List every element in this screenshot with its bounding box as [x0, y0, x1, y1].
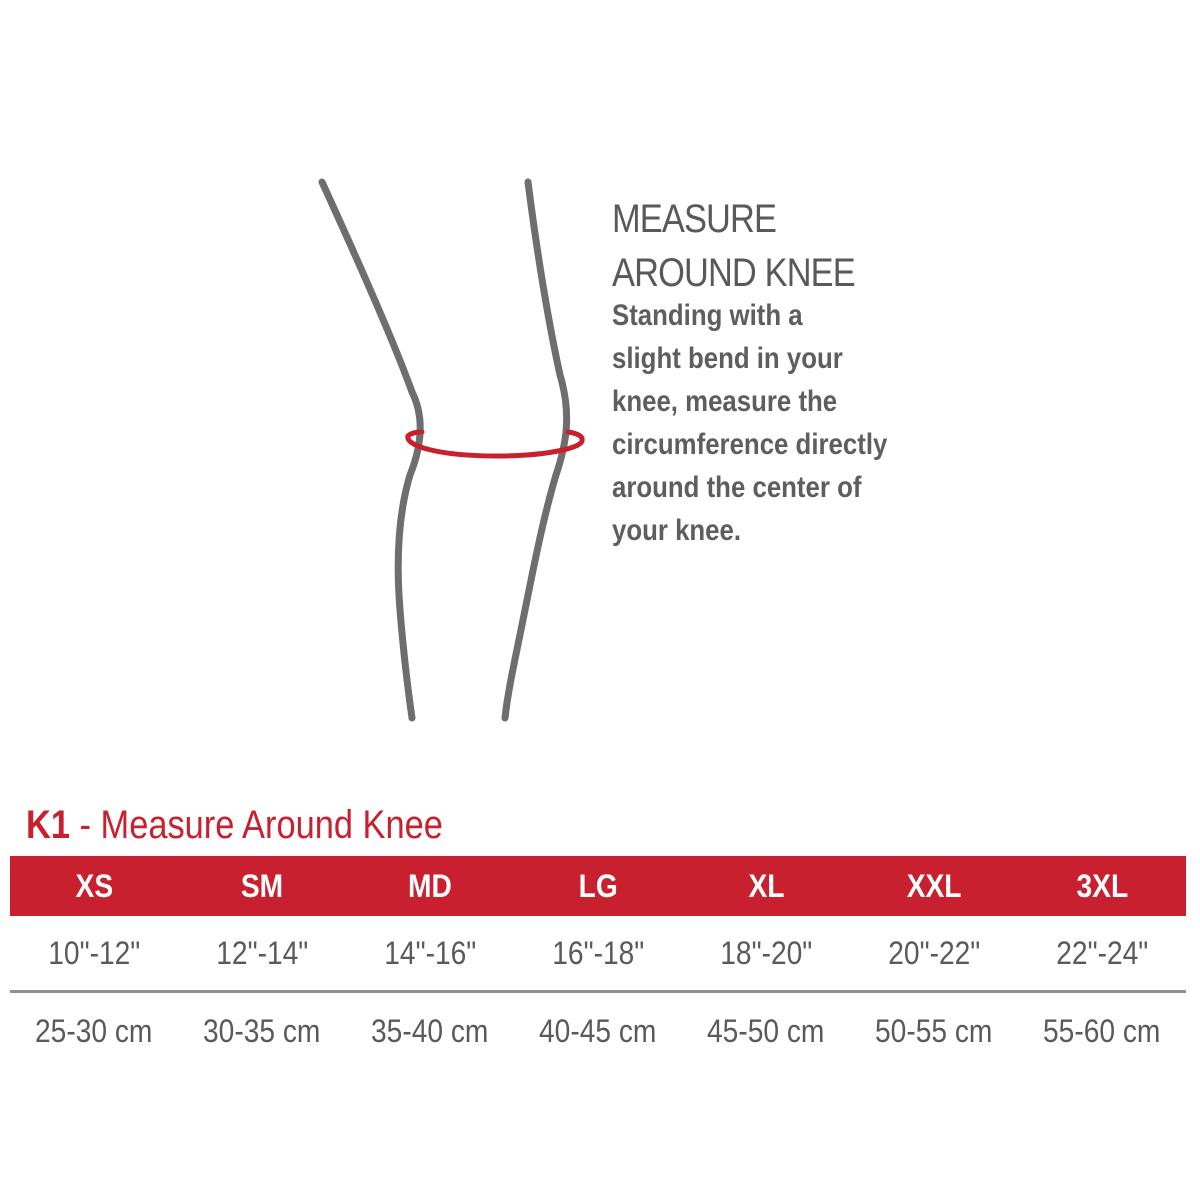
size-label: SM — [240, 867, 284, 904]
cm-cell — [682, 1013, 850, 1050]
cm-cell — [514, 1013, 682, 1050]
inches-cell — [514, 935, 682, 972]
instructions-body-line: your knee. — [612, 514, 742, 547]
inches-cell — [1018, 935, 1186, 972]
instructions-title — [612, 192, 922, 300]
cm-cell — [178, 1013, 346, 1050]
knee-illustration — [300, 170, 610, 730]
cm-cell — [10, 1013, 178, 1050]
size-header-row — [10, 856, 1186, 916]
instructions-body-line: slight bend in your — [612, 342, 843, 375]
inches-value: 10"-12" — [47, 934, 141, 971]
inches-cell — [178, 935, 346, 972]
instructions-body-line: around the center of — [612, 471, 862, 504]
instructions-title-line-1: MEASURE — [612, 197, 777, 241]
inches-value: 16"-18" — [551, 934, 645, 971]
cm-value: 50-55 cm — [875, 1012, 993, 1049]
cm-value: 25-30 cm — [35, 1012, 153, 1049]
size-header-cell — [682, 868, 850, 905]
size-label: 3XL — [1076, 867, 1128, 904]
inches-value: 14"-16" — [383, 934, 477, 971]
size-label: XXL — [906, 867, 962, 904]
product-code: K1 — [26, 803, 70, 847]
cm-cell — [850, 1013, 1018, 1050]
size-header-cell — [514, 868, 682, 905]
instructions-body-line: Standing with a — [612, 299, 803, 332]
inches-cell — [850, 935, 1018, 972]
cm-cell — [1018, 1013, 1186, 1050]
inches-cell — [10, 935, 178, 972]
size-label: XL — [748, 867, 784, 904]
centimeters-row — [10, 993, 1186, 1069]
title-separator: - — [69, 803, 101, 847]
cm-value: 55-60 cm — [1043, 1012, 1161, 1049]
measure-instructions — [612, 192, 972, 552]
left-leg-outline — [322, 182, 420, 718]
cm-cell — [346, 1013, 514, 1050]
cm-value: 45-50 cm — [707, 1012, 825, 1049]
instructions-body — [612, 294, 956, 552]
measure-band-back-right-icon — [568, 432, 582, 440]
inches-cell — [682, 935, 850, 972]
size-label: LG — [578, 867, 618, 904]
size-label: MD — [408, 867, 452, 904]
size-chart-table — [10, 856, 1186, 1069]
cm-value: 30-35 cm — [203, 1012, 321, 1049]
table-title-text: Measure Around Knee — [100, 803, 443, 847]
cm-value: 35-40 cm — [371, 1012, 489, 1049]
inches-value: 22"-24" — [1055, 934, 1149, 971]
cm-value: 40-45 cm — [539, 1012, 657, 1049]
size-header-cell — [850, 868, 1018, 905]
inches-value: 18"-20" — [719, 934, 813, 971]
inches-cell — [346, 935, 514, 972]
measure-band-icon — [408, 436, 582, 456]
instructions-body-line: circumference directly — [612, 428, 888, 461]
instructions-body-line: knee, measure the — [612, 385, 838, 418]
instructions-title-line-2: AROUND KNEE — [612, 251, 855, 295]
size-header-cell — [1018, 868, 1186, 905]
size-header-cell — [178, 868, 346, 905]
size-label: XS — [75, 867, 113, 904]
inches-value: 20"-22" — [887, 934, 981, 971]
inches-value: 12"-14" — [215, 934, 309, 971]
size-table-title — [26, 800, 443, 850]
inches-row — [10, 916, 1186, 993]
size-header-cell — [10, 868, 178, 905]
size-header-cell — [346, 868, 514, 905]
